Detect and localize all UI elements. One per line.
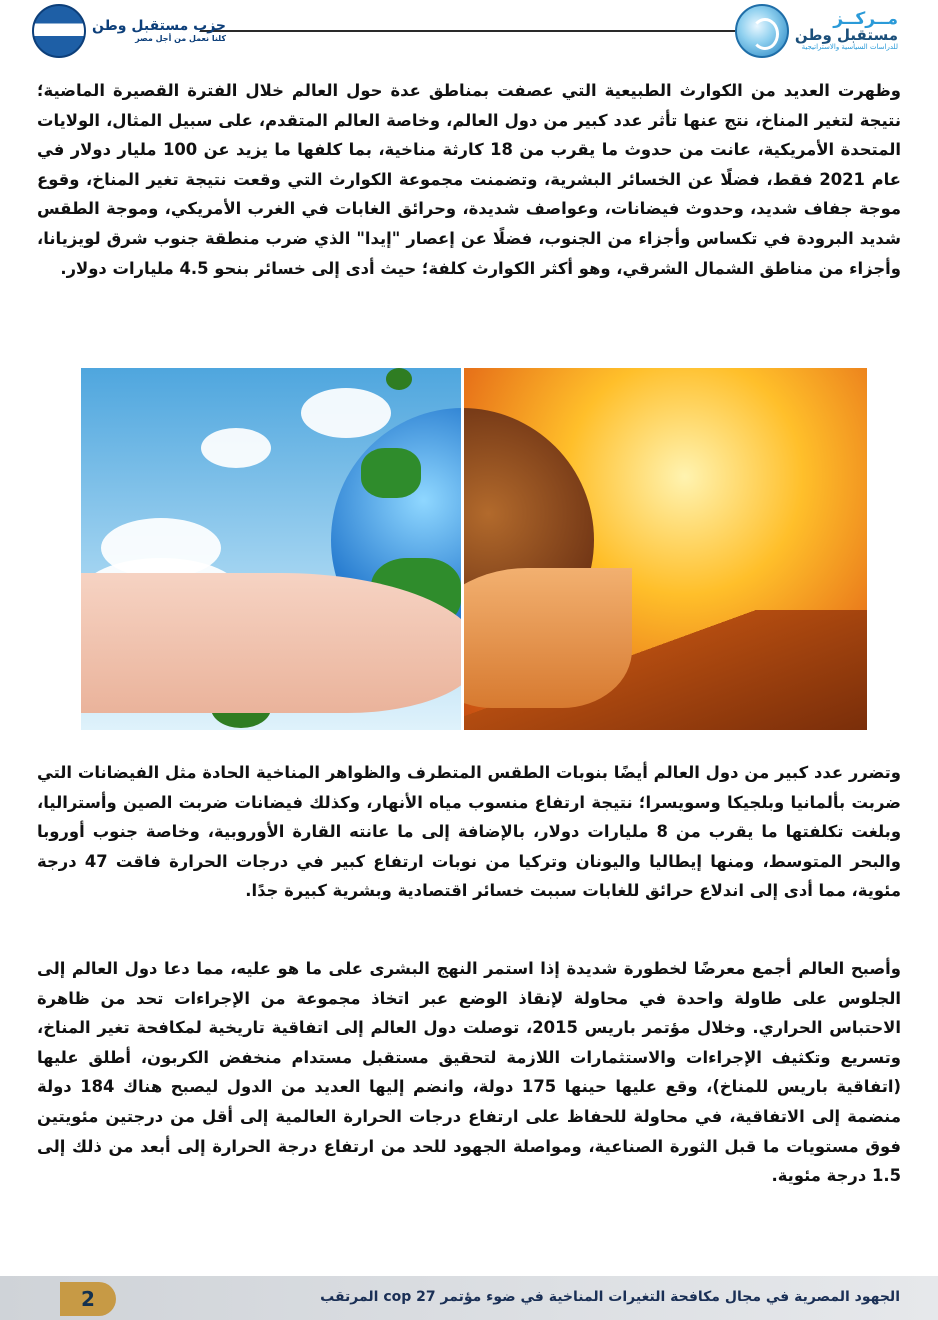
center-logo <box>735 4 898 58</box>
page-footer <box>0 1276 938 1320</box>
party-logo-slogan: كلنا نعمل من أجل مصر <box>135 34 227 44</box>
climate-change-illustration <box>81 368 867 730</box>
party-logo-wordmark <box>92 18 226 43</box>
running-title: الجهود المصرية في مجال مكافحة التغيرات المناخية في ضوء مؤتمر cop 27 المرتقب <box>320 1289 900 1305</box>
center-logo-wordmark <box>794 8 898 52</box>
burning-earth-half <box>462 368 867 730</box>
center-logo-word-name: مستقبل وطن <box>794 26 898 45</box>
party-logo-emblem-icon <box>32 4 86 58</box>
cloud-shape <box>301 388 391 438</box>
party-logo <box>32 4 226 58</box>
paragraph-us-disasters: وظهرت العديد من الكوارث الطبيعية التي عصفت بمناطق عدة حول العالم خلال الفترة القصيرة الماضية؛ نتيجة لتغير المناخ، نتج عنها تأثر عدد كبير من دول العالم، وخاصة العالم المتقدم، على سبيل المثال، الولايات المتحدة الأمريكية، عانت من حدوث ما يقرب من 18 كارثة مناخية، بما كلفها ما يزيد عن 100 مليار دولار في عام 2021 فقط، فضلًا عن الخسائر البشرية، وتضمنت مجموعة الكوارث التي وقعت نتيجة تغير المناخ، وقوع موجة جفاف شديد، وحدوث فيضانات، وعواصف شديدة، وحرائق الغابات في الغرب الأمريكي، وموجة الطقس شديد البرودة في تكساس وأجزاء من الجنوب، فضلًا عن إعصار "إيدا" الذي ضرب منطقة جنوب شرق لويزيانا، وأجزاء من مناطق الشمال الشرقي، وهو أكثر الكوارث كلفة؛ حيث أدى إلى خسائر بنحو 4.5 مليارات دولار. <box>37 81 901 278</box>
page-header <box>0 0 938 62</box>
paragraph-paris-agreement: وأصبح العالم أجمع معرضًا لخطورة شديدة إذا استمر النهج البشرى على ما هو عليه، مما دعا دول العالم إلى الجلوس على طاولة واحدة في محاولة لإنقاذ الوضع عبر اتخاذ مجموعة من الإجراءات تحد من ظاهرة الاحتباس الحراري. وخلال مؤتمر باريس 2015، توصلت دول العالم إلى اتفاقية تاريخية لمكافحة تغير المناخ، وتسريع وتكثيف الإجراءات والاستثمارات اللازمة لتحقيق مستقبل مستدام منخفض الكربون، أطلق عليها (اتفاقية باريس للمناخ)، وقع عليها حينها 175 دولة، وانضم إليها العديد من الدول ليصبح هناك 184 دولة منضمة إلى الاتفاقية، في محاولة للحفاظ على ارتفاع درجات الحرارة العالمية إلى أقل من درجتين مئويتين فوق مستويات ما قبل الثورة الصناعية، ومواصلة الجهود للحد من ارتفاع درجة الحرارة إلى أبعد من ذلك إلى 1.5 درجة مئوية. <box>37 959 902 1186</box>
paragraph-global-extreme-weather: وتضرر عدد كبير من دول العالم أيضًا بنوبات الطقس المتطرف والظواهر المناخية الحادة مثل الفيضانات التي ضربت بألمانيا وبلجيكا وسويسرا؛ نتيجة ارتفاع منسوب مياه الأنهار، وكذلك فيضانات ضربت الصين وأستراليا، وبلغت تكلفتها ما يقرب من 8 مليارات دولار، بالإضافة إلى ما عانته القارة الأوروبية، وخاصة جنوب أوروبا والبحر المتوسط، ومنها إيطاليا واليونان وتركيا من نوبات ارتفاع كبير في درجات الحرارة فاقت 47 درجة مئوية، مما أدى إلى اندلاع حرائق للغابات سببت خسائر اقتصادية وبشرية كبيرة جدًا. <box>37 763 902 901</box>
page-number: 2 <box>60 1282 116 1316</box>
tree-icon <box>386 368 412 390</box>
land-shape <box>361 448 421 498</box>
party-logo-name: حزب مستقبل وطن <box>92 18 227 35</box>
header-rule <box>200 30 738 32</box>
center-logo-emblem-icon <box>735 4 789 58</box>
center-logo-word-subtitle: للدراسات السياسية والاستراتيجية <box>801 43 898 52</box>
center-logo-word-markaz: مــركــز <box>833 8 898 29</box>
healthy-earth-half <box>81 368 462 730</box>
cloud-shape <box>201 428 271 468</box>
image-divider <box>461 368 464 730</box>
hand-holding-scorched-globe <box>462 568 632 708</box>
hand-holding-globe <box>81 573 462 713</box>
